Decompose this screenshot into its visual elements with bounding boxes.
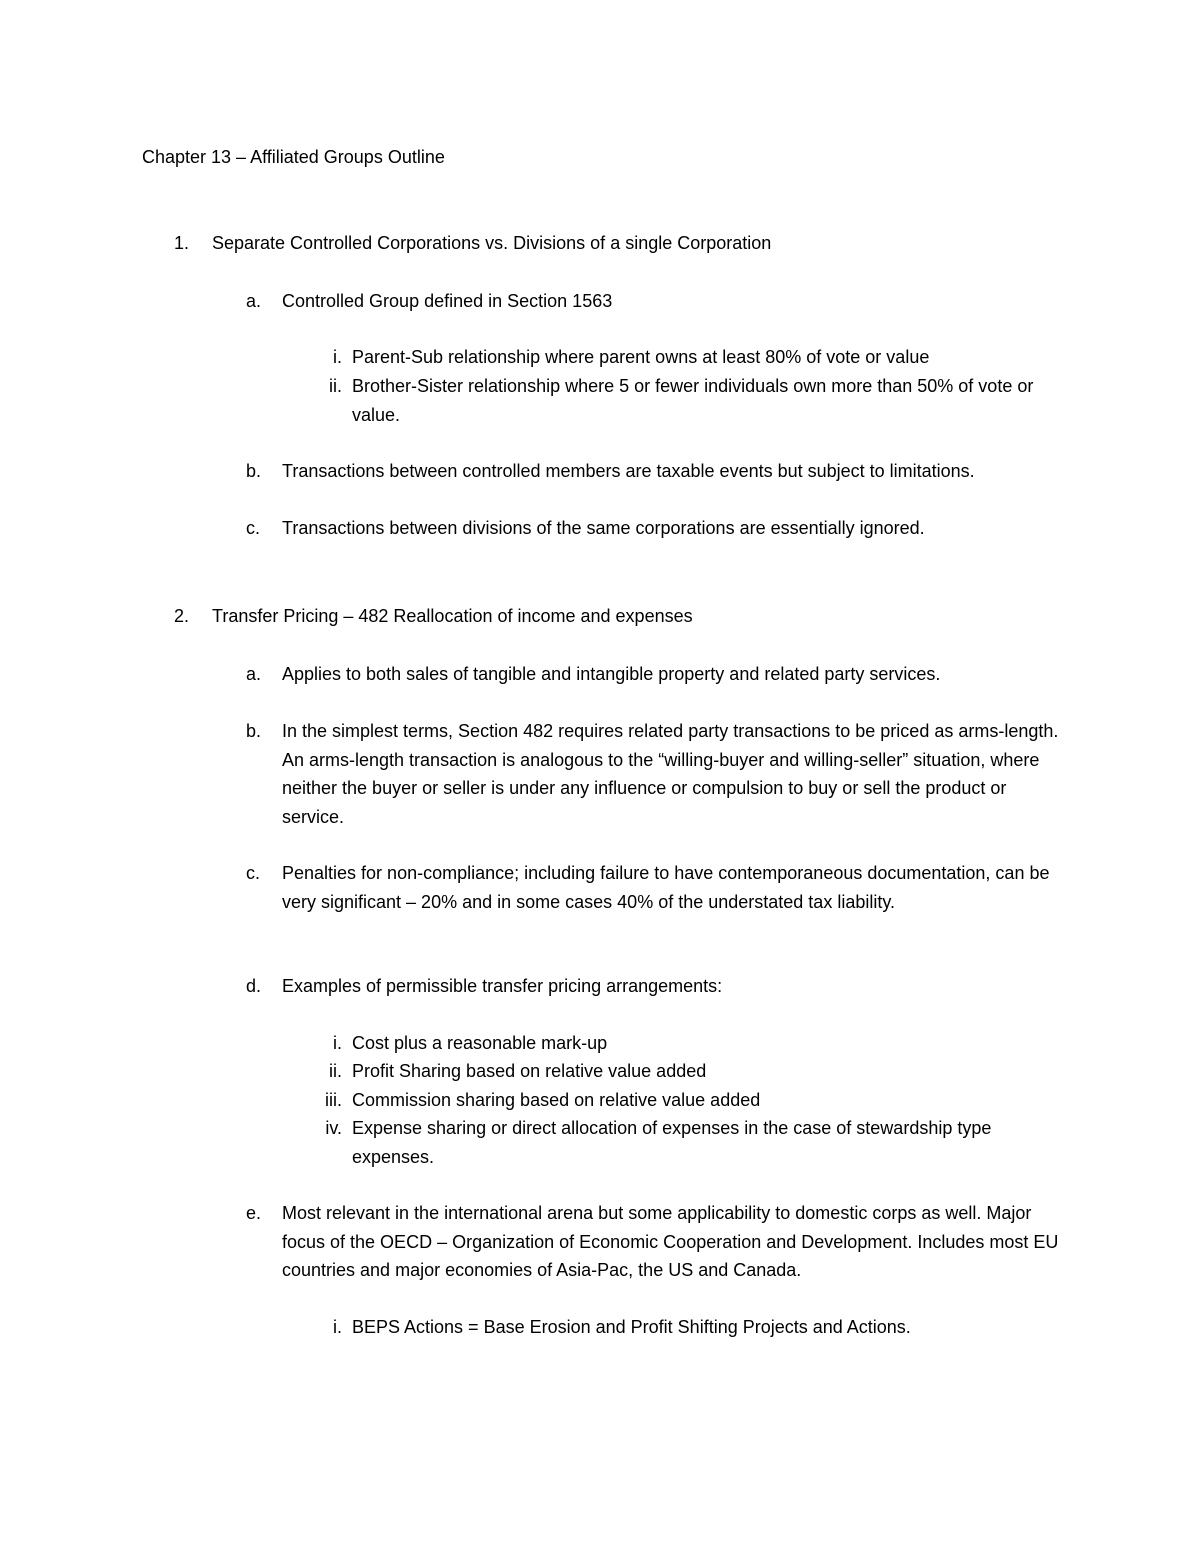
- subitem-marker: i.: [333, 1317, 342, 1337]
- subitem-marker: i.: [333, 1033, 342, 1053]
- subitem-text: Profit Sharing based on relative value added: [352, 1061, 707, 1081]
- subitem-text: Expense sharing or direct allocation of expenses in the case of stewardship type expenses.: [352, 1118, 992, 1167]
- item-marker: b.: [246, 721, 262, 741]
- item-marker: c.: [246, 863, 261, 883]
- subitem-text: Cost plus a reasonable mark-up: [352, 1033, 608, 1053]
- item-text: In the simplest terms, Section 482 requires related party transactions to be priced as arms-length. An arms-length transaction is analogous to the “willing-buyer and willing-seller” situation, where neither the buyer or seller is under any influence or compulsion to buy or sell the product or service.: [282, 721, 1059, 827]
- item-text: Most relevant in the international arena but some applicability to domestic corps as well. Major focus of the OECD – Organization of Economic Cooperation and Development. Includes most EU countries and major economies of Asia-Pac, the US and Canada.: [282, 1203, 1059, 1280]
- section-2-item-d-sub-i: [333, 1029, 1072, 1058]
- section-2-item-d-sub-ii: [329, 1057, 1072, 1086]
- section-1-item-c: [246, 514, 1072, 543]
- item-text: Transactions between controlled members are taxable events but subject to limitations.: [282, 461, 975, 481]
- section-marker: 1.: [174, 233, 190, 253]
- subitem-marker: ii.: [329, 376, 342, 396]
- section-2-item-e: [246, 1199, 1072, 1285]
- section-2-item-b: [246, 717, 1072, 831]
- subitem-marker: iv.: [325, 1118, 342, 1138]
- subitem-text: Parent-Sub relationship where parent owns at least 80% of vote or value: [352, 347, 930, 367]
- section-1-item-b: [246, 457, 1072, 486]
- item-text: Examples of permissible transfer pricing arrangements:: [282, 976, 723, 996]
- subitem-text: BEPS Actions = Base Erosion and Profit Shifting Projects and Actions.: [352, 1317, 911, 1337]
- document-title: Chapter 13 – Affiliated Groups Outline: [142, 147, 445, 167]
- item-text: Penalties for non-compliance; including failure to have contemporaneous documentation, can be very significant – 20% and in some cases 40% of the understated tax liability.: [282, 863, 1050, 912]
- section-1-item-a-sub-i: [333, 343, 1072, 372]
- subitem-text: Commission sharing based on relative value added: [352, 1090, 761, 1110]
- section-heading: Separate Controlled Corporations vs. Divisions of a single Corporation: [212, 233, 772, 253]
- section-heading: Transfer Pricing – 482 Reallocation of income and expenses: [212, 606, 693, 626]
- section-1: [174, 229, 1072, 258]
- subitem-text: Brother-Sister relationship where 5 or fewer individuals own more than 50% of vote or value.: [352, 376, 1034, 425]
- section-2-item-c: [246, 859, 1072, 916]
- item-marker: a.: [246, 664, 262, 684]
- item-marker: d.: [246, 976, 262, 996]
- section-1-item-a: [246, 287, 1072, 316]
- item-marker: b.: [246, 461, 262, 481]
- item-text: Controlled Group defined in Section 1563: [282, 291, 613, 311]
- subitem-marker: iii.: [325, 1090, 342, 1110]
- subitem-marker: ii.: [329, 1061, 342, 1081]
- section-2-item-a: [246, 660, 1072, 689]
- section-2-item-d-sub-iii: [325, 1086, 1072, 1115]
- item-marker: c.: [246, 518, 261, 538]
- item-text: Applies to both sales of tangible and intangible property and related party services.: [282, 664, 941, 684]
- section-2-item-e-sub-i: [333, 1313, 1072, 1342]
- section-2-item-d-sub-iv: [325, 1114, 1072, 1171]
- section-1-item-a-sub-ii: [329, 372, 1072, 429]
- item-marker: e.: [246, 1203, 262, 1223]
- section-2-item-d: [246, 972, 1072, 1001]
- item-marker: a.: [246, 291, 262, 311]
- section-2: [174, 602, 1072, 631]
- section-marker: 2.: [174, 606, 190, 626]
- item-text: Transactions between divisions of the same corporations are essentially ignored.: [282, 518, 925, 538]
- subitem-marker: i.: [333, 347, 342, 367]
